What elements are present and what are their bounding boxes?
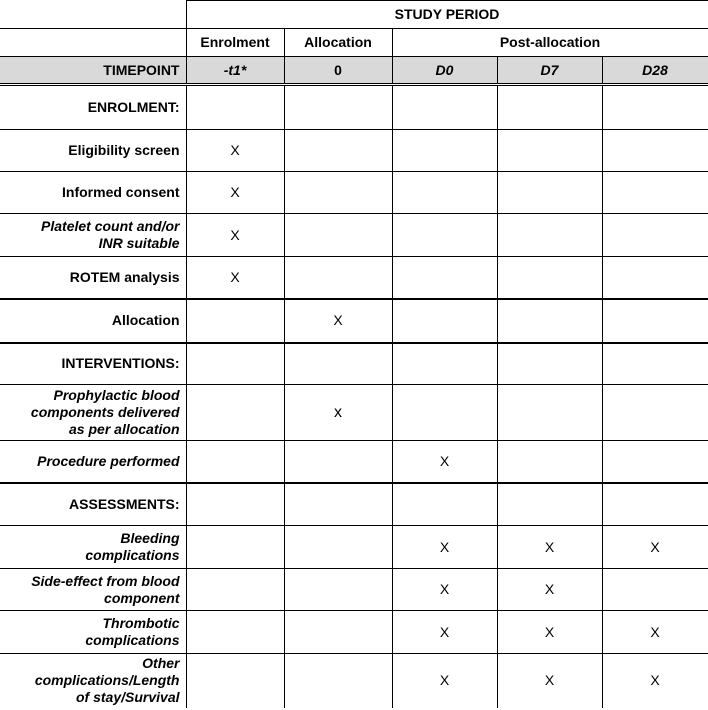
- mark-bleeding-d7: X: [497, 526, 602, 569]
- mark-thrombotic-d0: X: [392, 611, 497, 654]
- mark-platelet-enrolment: X: [186, 214, 284, 257]
- row-bleeding: [0, 526, 708, 569]
- row-assessments: [0, 483, 708, 526]
- phase-post-allocation: Post-allocation: [392, 29, 708, 57]
- header-empty-cell: [0, 1, 186, 29]
- phase-enrolment: Enrolment: [186, 29, 284, 57]
- mark-prophylactic-allocation: x: [284, 385, 392, 441]
- mark-bleeding-d0: X: [392, 526, 497, 569]
- other-label: Other complications/Length of stay/Survival: [0, 654, 186, 708]
- header-empty-cell: [0, 29, 186, 57]
- rotem-label: ROTEM analysis: [0, 257, 186, 299]
- timepoint-d7: D7: [497, 57, 602, 85]
- mark-eligibility-enrolment: X: [186, 130, 284, 172]
- timepoint-0: 0: [284, 57, 392, 85]
- row-rotem: [0, 257, 708, 299]
- mark-rotem-enrolment: X: [186, 257, 284, 299]
- row-eligibility: [0, 130, 708, 172]
- row-thrombotic: [0, 611, 708, 654]
- timepoint-t1: -t1*: [186, 57, 284, 85]
- mark-consent-enrolment: X: [186, 172, 284, 214]
- mark-side-effect-d0: X: [392, 569, 497, 611]
- row-platelet: [0, 214, 708, 257]
- phase-allocation: Allocation: [284, 29, 392, 57]
- mark-allocation: X: [284, 299, 392, 343]
- mark-other-d0: X: [392, 654, 497, 708]
- consent-label: Informed consent: [0, 172, 186, 214]
- row-procedure: [0, 441, 708, 483]
- mark-other-d28: X: [602, 654, 708, 708]
- row-enrolment: [0, 85, 708, 130]
- row-prophylactic: [0, 385, 708, 441]
- header-row-study-period: [0, 1, 708, 29]
- mark-other-d7: X: [497, 654, 602, 708]
- row-consent: [0, 172, 708, 214]
- timepoint-label: TIMEPOINT: [0, 57, 186, 85]
- mark-procedure-d0: X: [392, 441, 497, 483]
- row-interventions: [0, 343, 708, 385]
- row-other: [0, 654, 708, 708]
- timepoint-row: [0, 57, 708, 85]
- timepoint-d0: D0: [392, 57, 497, 85]
- mark-bleeding-d28: X: [602, 526, 708, 569]
- eligibility-label: Eligibility screen: [0, 130, 186, 172]
- section-interventions-label: INTERVENTIONS:: [0, 343, 186, 385]
- bleeding-label: Bleeding complications: [0, 526, 186, 569]
- section-enrolment-label: ENROLMENT:: [0, 85, 186, 130]
- side-effect-label: Side-effect from blood component: [0, 569, 186, 611]
- header-row-phases: [0, 29, 708, 57]
- section-assessments-label: ASSESSMENTS:: [0, 483, 186, 526]
- platelet-label: Platelet count and/or INR suitable: [0, 214, 186, 257]
- mark-thrombotic-d7: X: [497, 611, 602, 654]
- timepoint-d28: D28: [602, 57, 708, 85]
- procedure-label: Procedure performed: [0, 441, 186, 483]
- prophylactic-label: Prophylactic blood components delivered as per allocation: [0, 385, 186, 441]
- mark-thrombotic-d28: X: [602, 611, 708, 654]
- thrombotic-label: Thrombotic complications: [0, 611, 186, 654]
- allocation-label: Allocation: [0, 299, 186, 343]
- row-side-effect: [0, 569, 708, 611]
- study-period-header: STUDY PERIOD: [186, 1, 708, 29]
- mark-side-effect-d7: X: [497, 569, 602, 611]
- row-allocation: [0, 299, 708, 343]
